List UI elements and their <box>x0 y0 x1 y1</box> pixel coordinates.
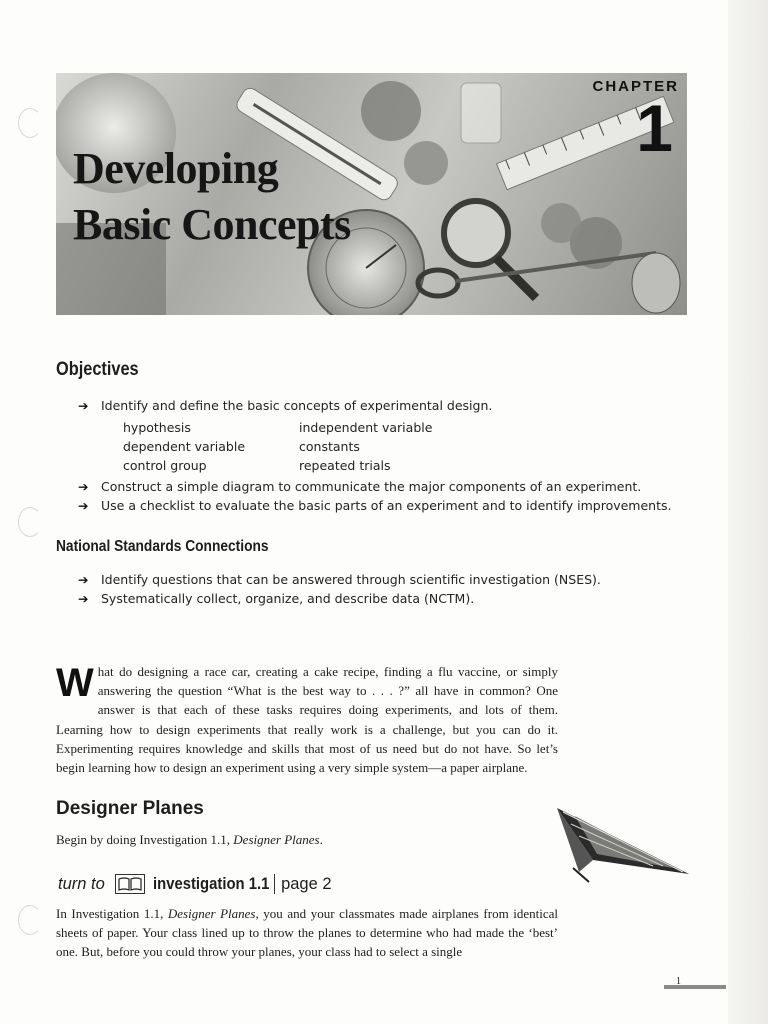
paper-airplane-icon <box>553 802 690 884</box>
book-icon <box>115 874 145 894</box>
body-lead: In Investigation 1.1, <box>56 906 168 921</box>
intro-text: hat do designing a race car, creating a cake recipe, finding a flu vaccine, or simply answering the question “What is the best way to . . . ?” all have in common? One answer is that each of these tasks requires doing experiments, and lots of them. Learning how to design experiments that really work is a challenge, but you can do it. Experimenting requires knowledge and skills that most of us need but do not have. So let’s begin learning how to design an experiment using a very simple system—a paper airplane. <box>56 664 558 776</box>
standards-heading: National Standards Connections <box>56 538 269 555</box>
standards-text: Identify questions that can be answered through scientific investigation (NSES). <box>101 572 601 587</box>
body-text: , you and your classmates made airplanes from identical sheets of paper. Your class lined up to throw the planes to determine who had made the ‘best’ one. But, before you could throw your planes, your class had to select a single <box>56 906 559 960</box>
binder-hole <box>18 905 42 935</box>
designer-planes-heading: Designer Planes <box>56 798 204 819</box>
binder-hole <box>18 108 42 138</box>
begin-text-lead: Begin by doing Investigation 1.1, <box>56 832 234 847</box>
chapter-title-line1: Developing <box>73 144 279 193</box>
investigation-label: investigation 1.1 <box>152 874 270 893</box>
arrow-icon: ➔ <box>78 572 89 587</box>
term: hypothesis <box>123 420 191 435</box>
standards-bullet <box>78 572 601 587</box>
objective-bullet <box>78 498 671 513</box>
term: repeated trials <box>299 458 391 473</box>
begin-text <box>56 832 323 848</box>
standards-text: Systematically collect, organize, and describe data (NCTM). <box>101 591 475 606</box>
term: dependent variable <box>123 439 246 454</box>
investigation-reference <box>58 874 332 894</box>
chapter-title <box>73 141 351 253</box>
arrow-icon: ➔ <box>78 479 89 494</box>
arrow-icon: ➔ <box>78 398 89 413</box>
body-paragraph <box>56 904 558 962</box>
objective-text: Use a checklist to evaluate the basic parts of an experiment and to identify improvements. <box>101 498 672 513</box>
term: constants <box>299 439 360 454</box>
term: independent variable <box>299 420 433 435</box>
objective-text: Identify and define the basic concepts of experimental design. <box>101 398 493 413</box>
begin-text-end: . <box>319 832 323 847</box>
divider <box>274 874 275 894</box>
standards-bullet <box>78 591 474 606</box>
term: control group <box>123 458 207 473</box>
arrow-icon: ➔ <box>78 591 89 606</box>
arrow-icon: ➔ <box>78 498 89 513</box>
chapter-banner <box>56 73 687 315</box>
intro-paragraph <box>56 662 558 777</box>
chapter-title-line2: Basic Concepts <box>73 200 351 249</box>
page-number: 1 <box>676 976 681 987</box>
drop-cap: W <box>56 661 94 705</box>
objective-text: Construct a simple diagram to communicate the major components of an experiment. <box>101 479 642 494</box>
turn-to-label: turn to <box>58 874 105 893</box>
objectives-heading: Objectives <box>56 359 139 380</box>
chapter-number: 1 <box>636 91 673 165</box>
objective-bullet <box>78 398 492 413</box>
binder-hole <box>18 507 42 537</box>
begin-text-italic: Designer Planes <box>233 832 320 847</box>
scan-edge <box>728 0 768 1024</box>
page-reference: page 2 <box>281 874 332 893</box>
body-italic: Designer Planes <box>167 906 256 921</box>
objective-bullet <box>78 479 641 494</box>
chapter-label: CHAPTER <box>592 78 679 95</box>
folio-rule <box>664 985 726 989</box>
